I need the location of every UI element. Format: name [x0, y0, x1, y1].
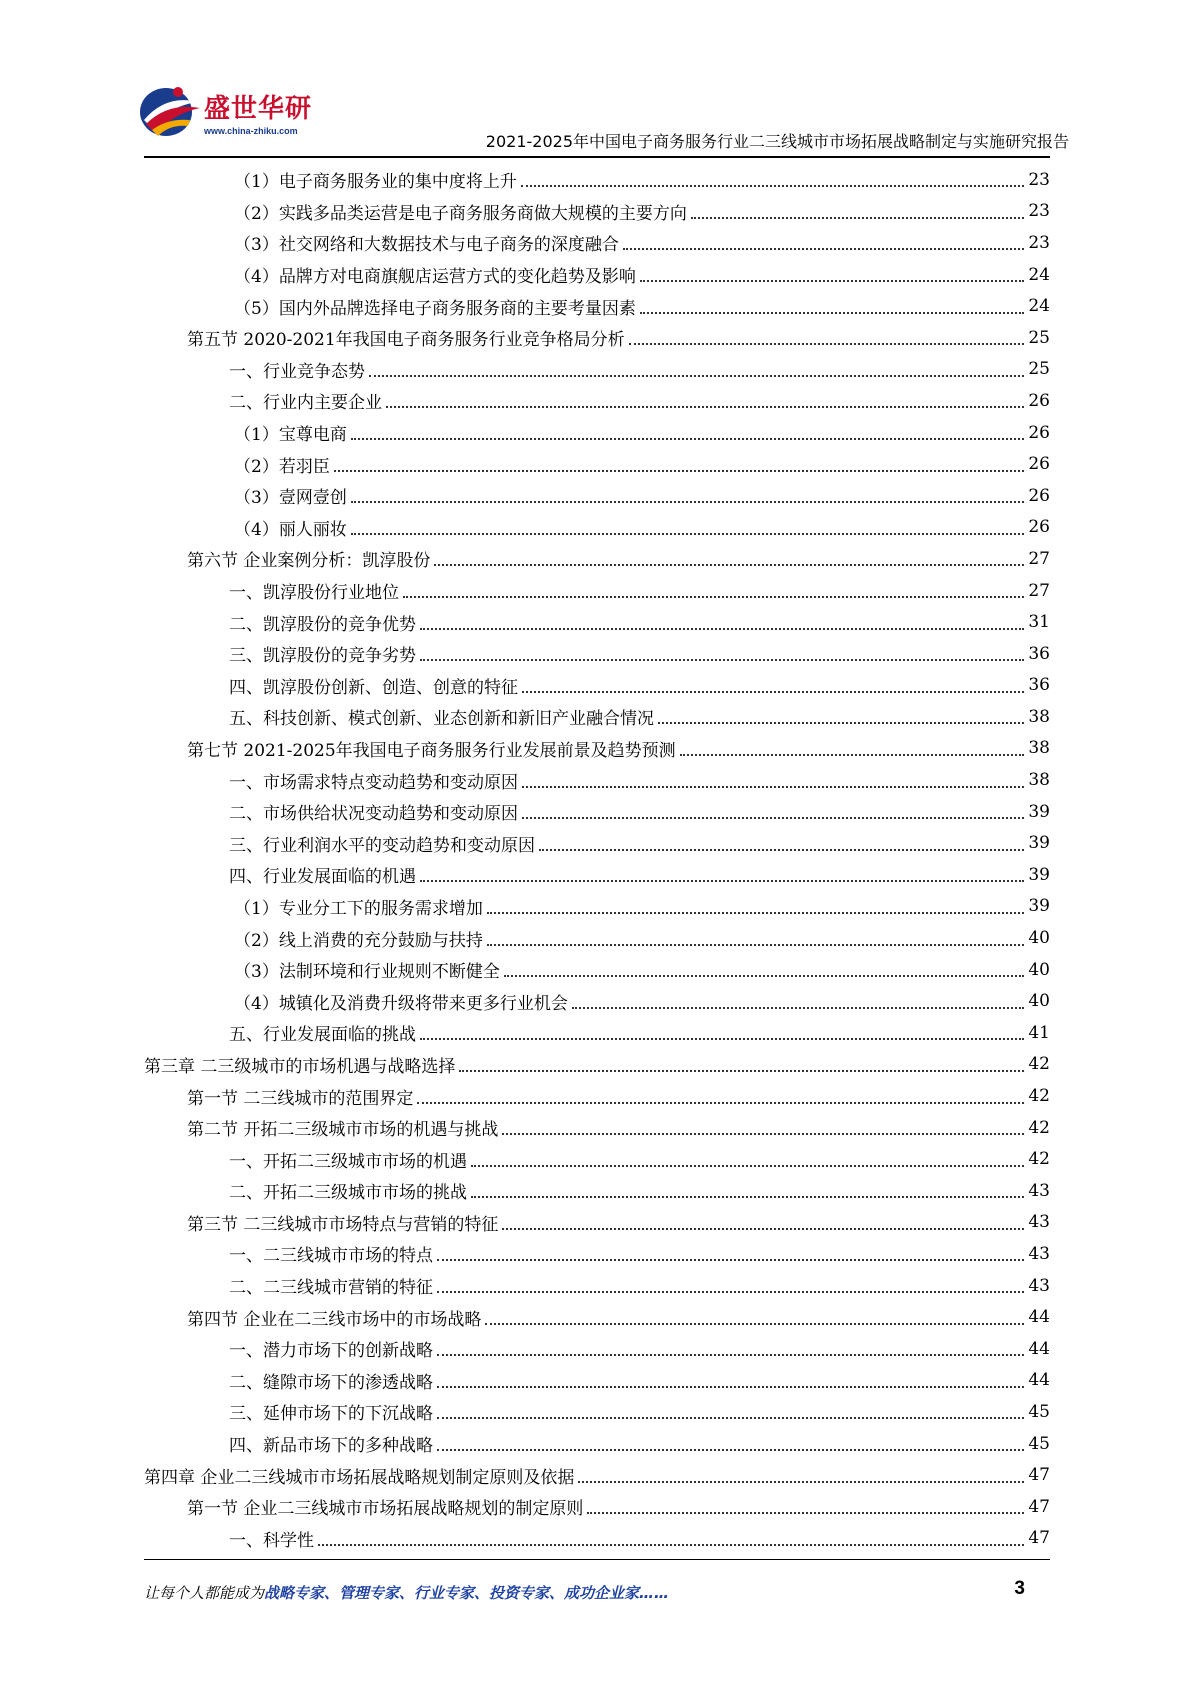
- toc-leader-dots: [587, 1511, 1024, 1514]
- toc-entry-page: 39: [1028, 833, 1050, 854]
- toc-entry-title: （5）国内外品牌选择电子商务服务商的主要考量因素: [234, 294, 638, 319]
- toc-entry-title: 第一节 企业二三线城市市场拓展战略规划的制定原则: [187, 1494, 585, 1519]
- toc-entry-title: 二、行业内主要企业: [229, 388, 384, 413]
- toc-entry-title: 一、开拓二三级城市市场的机遇: [229, 1147, 469, 1172]
- toc-entry-page: 38: [1028, 770, 1050, 791]
- slogan-highlight: 战略专家、管理专家、行业专家、投资专家、成功企业家……: [264, 1584, 670, 1602]
- toc-entry-page: 44: [1028, 1338, 1050, 1359]
- toc-entry-page: 26: [1028, 517, 1050, 538]
- toc-leader-dots: [351, 437, 1025, 440]
- footer-slogan: [144, 1582, 669, 1603]
- toc-entry-page: 26: [1028, 485, 1050, 506]
- toc-entry-title: 第七节 2021-2025年我国电子商务服务行业发展前景及趋势预测: [187, 736, 678, 761]
- toc-entry[interactable]: [144, 164, 1050, 196]
- toc-entry-page: 27: [1028, 580, 1050, 601]
- toc-leader-dots: [572, 1006, 1025, 1009]
- toc-entry-title: 二、凯淳股份的竞争优势: [229, 610, 418, 635]
- toc-entry-page: 23: [1028, 232, 1050, 253]
- toc-leader-dots: [420, 879, 1024, 882]
- toc-entry[interactable]: [144, 385, 1050, 417]
- toc-entry-page: 47: [1028, 1465, 1050, 1486]
- footer-divider: [144, 1559, 1050, 1560]
- toc-entry[interactable]: [144, 1049, 1050, 1081]
- table-of-contents: [144, 164, 1050, 1554]
- toc-entry-page: 25: [1028, 327, 1050, 348]
- toc-entry-title: 四、新品市场下的多种战略: [229, 1431, 435, 1456]
- toc-entry[interactable]: [144, 827, 1050, 859]
- page-number: 3: [1014, 1578, 1025, 1599]
- toc-entry[interactable]: [144, 1207, 1050, 1239]
- toc-entry-page: 40: [1028, 991, 1050, 1012]
- toc-entry-page: 23: [1028, 169, 1050, 190]
- toc-entry-title: 第四章 企业二三线城市市场拓展战略规划制定原则及依据: [144, 1463, 576, 1488]
- toc-leader-dots: [403, 595, 1024, 598]
- toc-entry-title: 五、科技创新、模式创新、业态创新和新旧产业融合情况: [229, 704, 656, 729]
- toc-entry-title: 三、延伸市场下的下沉战略: [229, 1399, 435, 1424]
- toc-entry-title: （1）电子商务服务业的集中度将上升: [234, 167, 519, 192]
- toc-entry[interactable]: [144, 354, 1050, 386]
- toc-entry-page: 43: [1028, 1180, 1050, 1201]
- toc-leader-dots: [351, 532, 1025, 535]
- report-title: 2021-2025年中国电子商务服务行业二三线城市市场拓展战略制定与实施研究报告: [485, 132, 1069, 151]
- toc-entry-page: 40: [1028, 959, 1050, 980]
- toc-entry[interactable]: [144, 227, 1050, 259]
- toc-entry-title: 第三章 二三级城市的市场机遇与战略选择: [144, 1052, 457, 1077]
- toc-entry-page: 26: [1028, 422, 1050, 443]
- toc-leader-dots: [487, 911, 1025, 914]
- toc-leader-dots: [522, 816, 1024, 819]
- toc-entry[interactable]: [144, 985, 1050, 1017]
- toc-leader-dots: [640, 311, 1025, 314]
- toc-entry-title: 三、行业利润水平的变动趋势和变动原因: [229, 831, 537, 856]
- toc-entry[interactable]: [144, 638, 1050, 670]
- toc-entry[interactable]: [144, 1491, 1050, 1523]
- toc-entry[interactable]: [144, 1143, 1050, 1175]
- toc-entry-page: 44: [1028, 1307, 1050, 1328]
- toc-leader-dots: [640, 279, 1025, 282]
- toc-entry-page: 43: [1028, 1243, 1050, 1264]
- toc-entry-page: 42: [1028, 1117, 1050, 1138]
- toc-entry[interactable]: [144, 575, 1050, 607]
- toc-entry-page: 41: [1028, 1022, 1050, 1043]
- toc-entry-page: 47: [1028, 1496, 1050, 1517]
- toc-entry-page: 42: [1028, 1054, 1050, 1075]
- toc-leader-dots: [471, 1195, 1024, 1198]
- toc-entry[interactable]: [144, 764, 1050, 796]
- toc-leader-dots: [691, 216, 1025, 219]
- toc-entry[interactable]: [144, 1428, 1050, 1460]
- toc-entry[interactable]: [144, 891, 1050, 923]
- toc-entry-page: 24: [1028, 264, 1050, 285]
- toc-entry-title: 四、凯淳股份创新、创造、创意的特征: [229, 673, 520, 698]
- toc-entry[interactable]: [144, 417, 1050, 449]
- toc-entry-title: 一、行业竞争态势: [229, 357, 367, 382]
- toc-entry-title: 第三节 二三线城市市场特点与营销的特征: [187, 1210, 500, 1235]
- toc-entry-page: 39: [1028, 801, 1050, 822]
- toc-entry[interactable]: [144, 733, 1050, 765]
- toc-entry-page: 26: [1028, 454, 1050, 475]
- company-logo: [138, 80, 313, 152]
- toc-entry-title: （3）社交网络和大数据技术与电子商务的深度融合: [234, 230, 621, 255]
- toc-leader-dots: [629, 342, 1025, 345]
- toc-entry-page: 25: [1028, 359, 1050, 380]
- toc-leader-dots: [623, 247, 1025, 250]
- toc-entry-title: （4）城镇化及消费升级将带来更多行业机会: [234, 989, 570, 1014]
- toc-entry-page: 40: [1028, 928, 1050, 949]
- toc-entry[interactable]: [144, 1017, 1050, 1049]
- toc-entry-title: 二、市场供给状况变动趋势和变动原因: [229, 799, 520, 824]
- toc-entry-page: 27: [1028, 548, 1050, 569]
- toc-entry[interactable]: [144, 796, 1050, 828]
- toc-leader-dots: [502, 1227, 1024, 1230]
- toc-entry-title: 一、科学性: [229, 1526, 316, 1551]
- toc-entry-page: 42: [1028, 1149, 1050, 1170]
- toc-entry-title: 一、二三线城市市场的特点: [229, 1241, 435, 1266]
- toc-entry[interactable]: [144, 922, 1050, 954]
- toc-entry[interactable]: [144, 701, 1050, 733]
- toc-entry-page: 31: [1028, 612, 1050, 633]
- toc-entry-page: 44: [1028, 1370, 1050, 1391]
- toc-leader-dots: [351, 500, 1025, 503]
- toc-leader-dots: [334, 469, 1025, 472]
- toc-leader-dots: [521, 184, 1025, 187]
- toc-entry-title: （2）实践多品类运营是电子商务服务商做大规模的主要方向: [234, 199, 689, 224]
- toc-entry-page: 23: [1028, 201, 1050, 222]
- toc-entry[interactable]: [144, 1459, 1050, 1491]
- toc-leader-dots: [437, 1385, 1024, 1388]
- toc-entry[interactable]: [144, 1080, 1050, 1112]
- toc-entry[interactable]: [144, 954, 1050, 986]
- toc-entry-title: （3）壹网壹创: [234, 483, 349, 508]
- toc-entry[interactable]: [144, 1175, 1050, 1207]
- toc-entry[interactable]: [144, 259, 1050, 291]
- logo-url: www.china-zhiku.com: [204, 126, 298, 136]
- toc-entry[interactable]: [144, 606, 1050, 638]
- header-divider: [144, 156, 1050, 158]
- toc-entry[interactable]: [144, 448, 1050, 480]
- toc-entry[interactable]: [144, 1365, 1050, 1397]
- toc-entry-title: 二、开拓二三级城市市场的挑战: [229, 1178, 469, 1203]
- toc-entry-page: 47: [1028, 1528, 1050, 1549]
- toc-entry-page: 24: [1028, 296, 1050, 317]
- toc-entry-page: 43: [1028, 1275, 1050, 1296]
- toc-leader-dots: [420, 627, 1024, 630]
- logo-name: 盛世华研: [204, 94, 313, 124]
- toc-entry-title: 第一节 二三线城市的范围界定: [187, 1084, 415, 1109]
- toc-entry-title: （1）专业分工下的服务需求增加: [234, 894, 485, 919]
- toc-entry[interactable]: [144, 1301, 1050, 1333]
- toc-leader-dots: [487, 943, 1025, 946]
- toc-entry-page: 38: [1028, 706, 1050, 727]
- toc-leader-dots: [522, 785, 1024, 788]
- toc-leader-dots: [539, 848, 1024, 851]
- toc-entry[interactable]: [144, 512, 1050, 544]
- toc-leader-dots: [437, 1416, 1024, 1419]
- toc-entry[interactable]: [144, 1333, 1050, 1365]
- toc-entry-page: 39: [1028, 896, 1050, 917]
- toc-leader-dots: [658, 721, 1024, 724]
- toc-entry[interactable]: [144, 670, 1050, 702]
- toc-entry-title: 二、缝隙市场下的渗透战略: [229, 1368, 435, 1393]
- toc-leader-dots: [680, 753, 1025, 756]
- toc-entry[interactable]: [144, 196, 1050, 228]
- toc-leader-dots: [318, 1543, 1024, 1546]
- toc-leader-dots: [437, 1290, 1024, 1293]
- toc-entry-title: 四、行业发展面临的机遇: [229, 862, 418, 887]
- toc-entry-page: 36: [1028, 643, 1050, 664]
- toc-leader-dots: [437, 1353, 1024, 1356]
- toc-entry-title: 一、市场需求特点变动趋势和变动原因: [229, 768, 520, 793]
- toc-leader-dots: [437, 1448, 1024, 1451]
- toc-entry-title: 第二节 开拓二三级城市市场的机遇与挑战: [187, 1115, 500, 1140]
- toc-entry[interactable]: [144, 1396, 1050, 1428]
- toc-entry-page: 42: [1028, 1086, 1050, 1107]
- toc-leader-dots: [420, 658, 1024, 661]
- toc-entry[interactable]: [144, 480, 1050, 512]
- toc-leader-dots: [417, 1101, 1024, 1104]
- toc-entry-page: 38: [1028, 738, 1050, 759]
- toc-entry-title: （2）线上消费的充分鼓励与扶持: [234, 926, 485, 951]
- toc-entry-title: （3）法制环境和行业规则不断健全: [234, 957, 502, 982]
- toc-leader-dots: [420, 1037, 1024, 1040]
- toc-entry-page: 39: [1028, 864, 1050, 885]
- toc-entry-title: （1）宝尊电商: [234, 420, 349, 445]
- toc-entry-page: 26: [1028, 390, 1050, 411]
- toc-entry-title: 一、凯淳股份行业地位: [229, 578, 401, 603]
- toc-entry-title: （4）品牌方对电商旗舰店运营方式的变化趋势及影响: [234, 262, 638, 287]
- toc-entry[interactable]: [144, 322, 1050, 354]
- slogan-prefix: 让每个人都能成为: [144, 1584, 265, 1602]
- toc-leader-dots: [522, 690, 1024, 693]
- logo-emblem-icon: [138, 80, 202, 140]
- page-header: [0, 0, 1191, 165]
- toc-entry[interactable]: [144, 1112, 1050, 1144]
- toc-entry-title: 第六节 企业案例分析：凯淳股份: [187, 546, 432, 571]
- toc-entry-title: （2）若羽臣: [234, 452, 332, 477]
- toc-entry-title: 第五节 2020-2021年我国电子商务服务行业竞争格局分析: [187, 325, 627, 350]
- toc-entry[interactable]: [144, 1523, 1050, 1555]
- toc-leader-dots: [578, 1480, 1024, 1483]
- toc-entry-title: 五、行业发展面临的挑战: [229, 1020, 418, 1045]
- toc-leader-dots: [369, 374, 1024, 377]
- toc-entry[interactable]: [144, 543, 1050, 575]
- toc-leader-dots: [434, 563, 1024, 566]
- toc-entry-page: 43: [1028, 1212, 1050, 1233]
- toc-leader-dots: [471, 1164, 1024, 1167]
- toc-entry[interactable]: [144, 1238, 1050, 1270]
- toc-entry[interactable]: [144, 1270, 1050, 1302]
- toc-leader-dots: [504, 974, 1025, 977]
- toc-entry-page: 45: [1028, 1401, 1050, 1422]
- toc-entry-title: （4）丽人丽妆: [234, 515, 349, 540]
- toc-entry-title: 一、潜力市场下的创新战略: [229, 1336, 435, 1361]
- toc-entry-title: 二、二三线城市营销的特征: [229, 1273, 435, 1298]
- toc-leader-dots: [485, 1322, 1024, 1325]
- toc-entry[interactable]: [144, 290, 1050, 322]
- toc-leader-dots: [386, 405, 1024, 408]
- toc-entry-page: 45: [1028, 1433, 1050, 1454]
- toc-leader-dots: [459, 1069, 1024, 1072]
- toc-leader-dots: [502, 1132, 1024, 1135]
- toc-entry-title: 三、凯淳股份的竞争劣势: [229, 641, 418, 666]
- toc-entry-title: 第四节 企业在二三线市场中的市场战略: [187, 1305, 483, 1330]
- toc-entry-page: 36: [1028, 675, 1050, 696]
- toc-leader-dots: [437, 1258, 1024, 1261]
- toc-entry[interactable]: [144, 859, 1050, 891]
